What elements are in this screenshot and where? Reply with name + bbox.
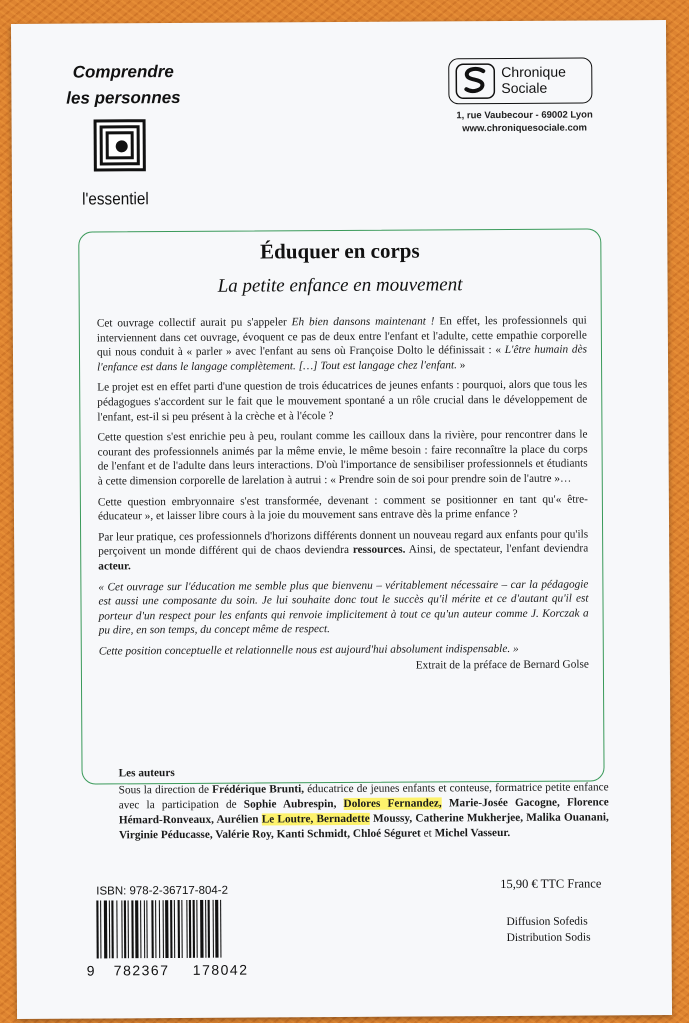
preface-quote-2 <box>99 641 589 659</box>
blurb-p1-text-a: Cet ouvrage collectif aurait pu s'appeler <box>96 316 292 330</box>
blurb-paragraph-2: Le projet est en effet parti d'une question de trois éducatrices de jeunes enfants : pourquoi, alors que tous les pédagogues s'accordent sur le fait que le mouvement spontané a un rôle crucial dans le développement de l'enfant, est-il si peu présent à la crèche et à l'école ? <box>97 378 588 424</box>
publisher-address: 1, rue Vaubecour - 69002 Lyon <box>456 109 593 122</box>
distribution-line: Distribution Sodis <box>506 931 591 944</box>
diffusion-line: Diffusion Sofedis <box>506 915 588 928</box>
book-back-cover <box>11 20 672 1019</box>
distribution-info <box>506 913 590 946</box>
blurb-text <box>97 313 589 681</box>
author-names: Marie-Josée Gacogne, Florence Hémard-Ronveaux, Aurélien <box>118 796 609 827</box>
blurb-p1-dolto-quote: L'être humain dès l'enfance est dans le langage complètement. […] Tout est langage chez l'enfant. <box>97 343 588 374</box>
publisher-website: www.chroniquesociale.com <box>462 122 588 135</box>
series-logo-icon <box>93 118 147 172</box>
blurb-p1-text-c: » <box>456 359 466 372</box>
publisher-name-line2: Sociale <box>501 79 548 97</box>
authors-text <box>119 780 609 843</box>
publisher-name <box>501 63 591 96</box>
author-name: Sophie Aubrespin, <box>243 798 337 811</box>
author-name-highlighted: Dolores Fernandez, <box>343 797 442 810</box>
authors-section <box>119 763 609 843</box>
blurb-p5-text-c: Ainsi, de spectateur, l'enfant deviendra <box>405 542 589 556</box>
blurb-p1-text-b: En effet, les professionnels qui interviennent dans cet ouvrage, évoquent ce pas de deux entre l'enfant et l'adulte, cette empathie corporelle qui nous conduit à « parler » avec l'enfant au sens où Françoise Dolto le définissait : « <box>96 314 587 359</box>
publisher-cs-icon <box>455 63 495 99</box>
preface-source: Extrait de la préface de Bernard Golse <box>415 658 589 673</box>
book-title: Éduquer en corps <box>260 238 420 264</box>
series-title-line2: les personnes <box>66 87 181 108</box>
barcode-digit-group-1: 782367 <box>113 962 170 979</box>
book-subtitle: La petite enfance en mouvement <box>217 274 463 297</box>
blurb-paragraph-5 <box>98 527 588 574</box>
price: 15,90 € TTC France <box>500 876 602 892</box>
author-names-highlighted: Le Loutre, Bernadette <box>261 812 370 826</box>
publisher-contact <box>439 108 609 135</box>
blurb-paragraph-3: Cette question s'est enrichie peu à peu, roulant comme les cailloux dans la rivière, pour rencontrer dans le courant des professionnels animés par la même envie, le même besoin : faire reconnaître la place du corps de l'enfant et de l'adulte dans leurs interactions. D'où l'importance de sensibiliser professionnels et étudiants à cette dimension corporelle de larelation à autrui : « Prendre soin de soi pour prendre soin de l'autre »… <box>97 428 588 488</box>
barcode-digit-group-2: 178042 <box>192 961 249 978</box>
isbn-label: ISBN: 978-2-36717-804-2 <box>96 884 229 898</box>
preface-quote-1-text: « Cet ouvrage sur l'éducation me semble plus que bienvenu – véritablement nécessaire – car la pédagogie est aussi une composante du soin. Je lui souhaite donc tout le succès qu'il mérite et ce d'autant qu'il est porteur d'un respect pour les enfants qui renvoie implicitement à tout ce qu'un auteur comme J. Korczak a pu dire, en son temps, du concept même de respect. <box>98 577 589 637</box>
blurb-p1-title-em: Eh bien dansons maintenant ! <box>291 315 435 329</box>
barcode-icon <box>94 899 264 958</box>
publisher-logo <box>448 57 592 104</box>
author-names: Moussy, Catherine Mukherjee, Malika Ouanani, Virginie Péducasse, Valérie Roy, Kanti Schmidt, Chloé Séguret <box>118 811 609 842</box>
blurb-p5-bold-2: acteur. <box>98 560 131 573</box>
barcode-digits <box>86 961 277 979</box>
blurb-paragraph-1 <box>97 313 587 374</box>
publisher-name-line1: Chronique <box>501 63 566 81</box>
barcode-digit-first: 9 <box>86 962 95 979</box>
series-title-line1: Comprendre <box>72 62 174 82</box>
blurb-p5-bold-1: ressources. <box>352 543 406 557</box>
authors-director: Frédérique Brunti, <box>212 783 305 796</box>
authors-conjunction: et <box>420 827 435 840</box>
blurb-p5-text-a: Par leur pratique, ces professionnels d'horizons différents donnent un nouveau regard aux enfants pour qu'ils perçoivent un monde différent qui de chaos deviendra <box>98 528 589 558</box>
author-name-last: Michel Vasseur. <box>434 826 511 840</box>
preface-quote-2-text: Cette position conceptuelle et relationnelle nous est aujourd'hui absolument indispensable. » <box>98 642 519 658</box>
authors-heading: Les auteurs <box>118 767 175 780</box>
series-title <box>63 59 183 112</box>
preface-quote-1 <box>98 577 588 638</box>
series-subtitle: l'essentiel <box>81 189 149 209</box>
authors-role: éducatrice de jeunes enfants et conteuse, formatrice petite enfance avec la participation de <box>118 781 609 812</box>
authors-intro: Sous la direction de <box>118 783 213 797</box>
blurb-paragraph-4: Cette question embryonnaire s'est transformée, devenant : comment se positionner en tant qu'« être-éducateur », et laisser libre cours à la joie du mouvement sans entrave dès la prime enfance ? <box>97 493 588 523</box>
blurb-panel <box>78 228 604 784</box>
